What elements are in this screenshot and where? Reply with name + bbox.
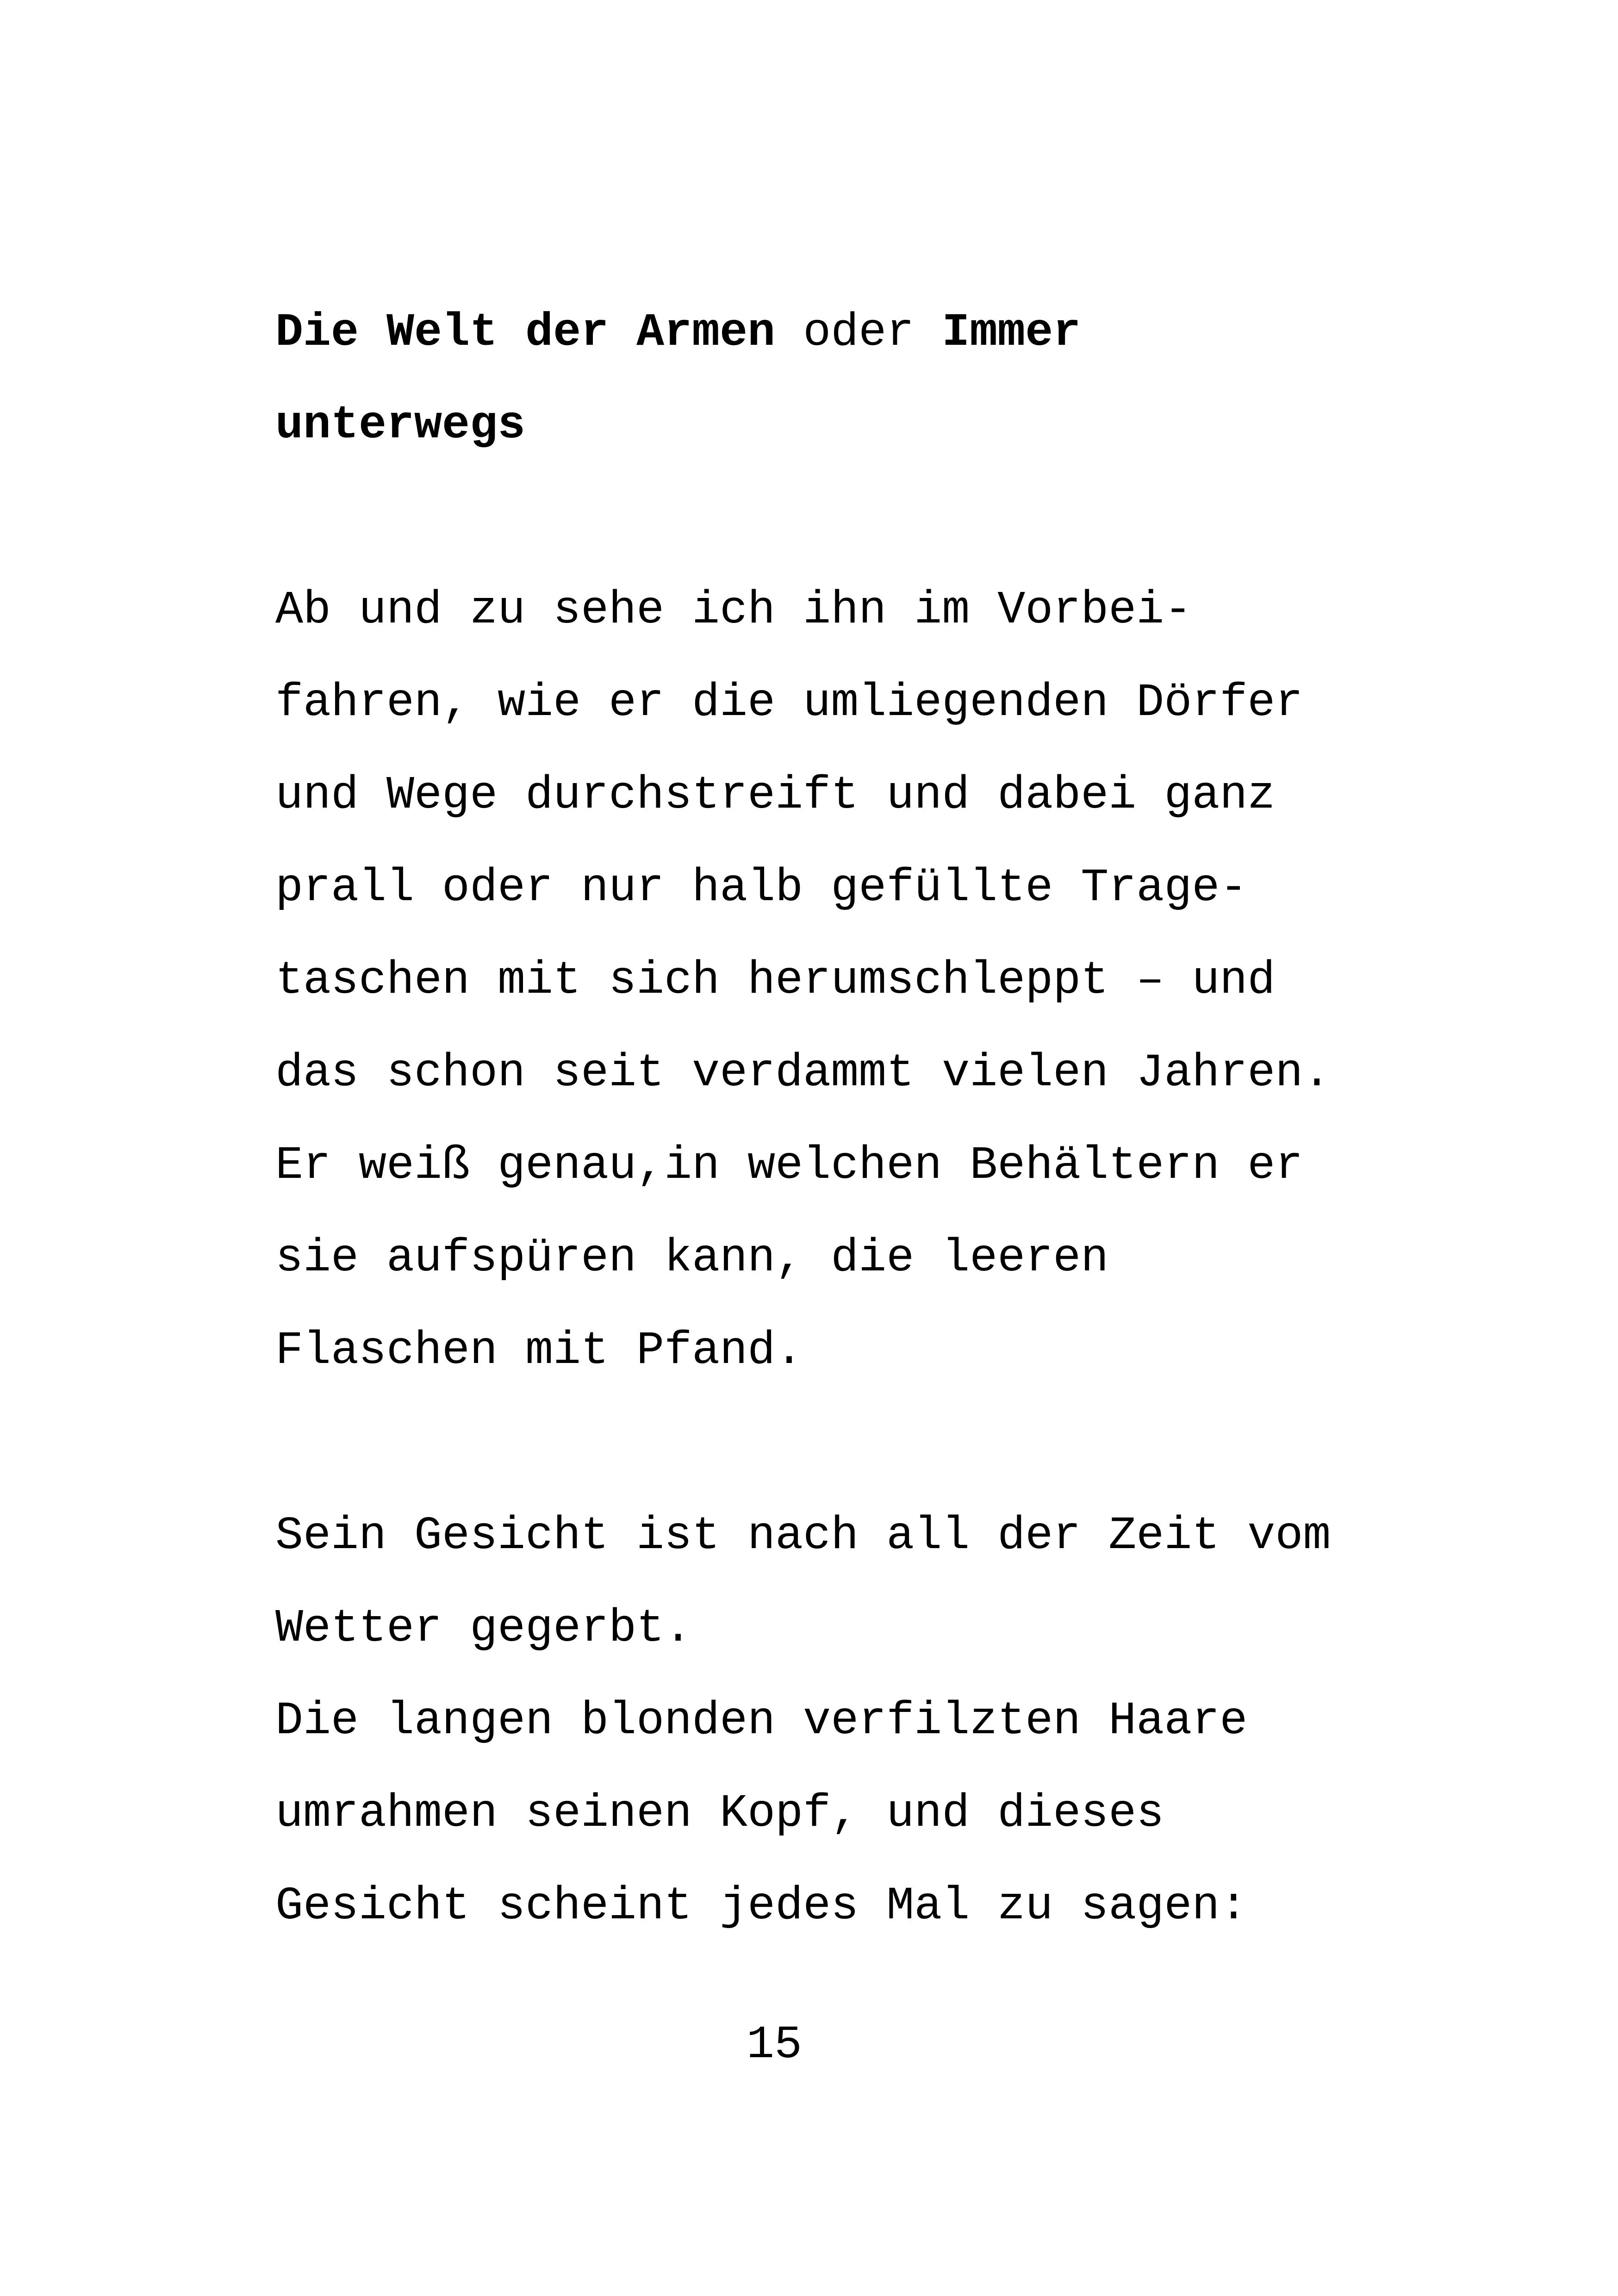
page-title-line-2: unterwegs xyxy=(275,399,526,452)
spacer xyxy=(275,472,1386,565)
paragraph-line: Flaschen mit Pfand. xyxy=(275,1325,803,1377)
paragraph-line: Ab und zu sehe ich ihn im Vorbei- xyxy=(275,585,1192,637)
paragraph-line: prall oder nur halb gefüllte Trage- xyxy=(275,862,1248,915)
spacer xyxy=(275,1398,1386,1490)
title-part-2: Immer xyxy=(942,307,1081,359)
paragraph-1 xyxy=(275,565,1386,1398)
paragraph-line: fahren, wie er die umliegenden Dörfer xyxy=(275,677,1303,729)
paragraph-line: Die langen blonden verfilzten Haare xyxy=(275,1695,1248,1748)
title-connector: oder xyxy=(775,307,942,359)
page-title-line-1 xyxy=(275,287,1386,380)
paragraph-line: das schon seit verdammt vielen Jahren. xyxy=(275,1047,1331,1100)
paragraph-line: umrahmen seinen Kopf, und dieses xyxy=(275,1788,1164,1840)
paragraph-line: taschen mit sich herumschleppt – und xyxy=(275,955,1276,1007)
paragraph-2 xyxy=(275,1490,1386,1953)
paragraph-line: Sein Gesicht ist nach all der Zeit vom xyxy=(275,1510,1331,1562)
text-body xyxy=(275,287,1386,1953)
paragraph-line: Wetter gegerbt. xyxy=(275,1603,692,1655)
paragraph-line: Gesicht scheint jedes Mal zu sagen: xyxy=(275,1880,1248,1933)
paragraph-line: und Wege durchstreift und dabei ganz xyxy=(275,770,1276,822)
page-number: 15 xyxy=(746,2019,803,2072)
title-part-1: Die Welt der Armen xyxy=(275,307,776,359)
paragraph-line: sie aufspüren kann, die leeren xyxy=(275,1232,1109,1285)
paragraph-line: Er weiß genau,in welchen Behältern er xyxy=(275,1140,1303,1192)
